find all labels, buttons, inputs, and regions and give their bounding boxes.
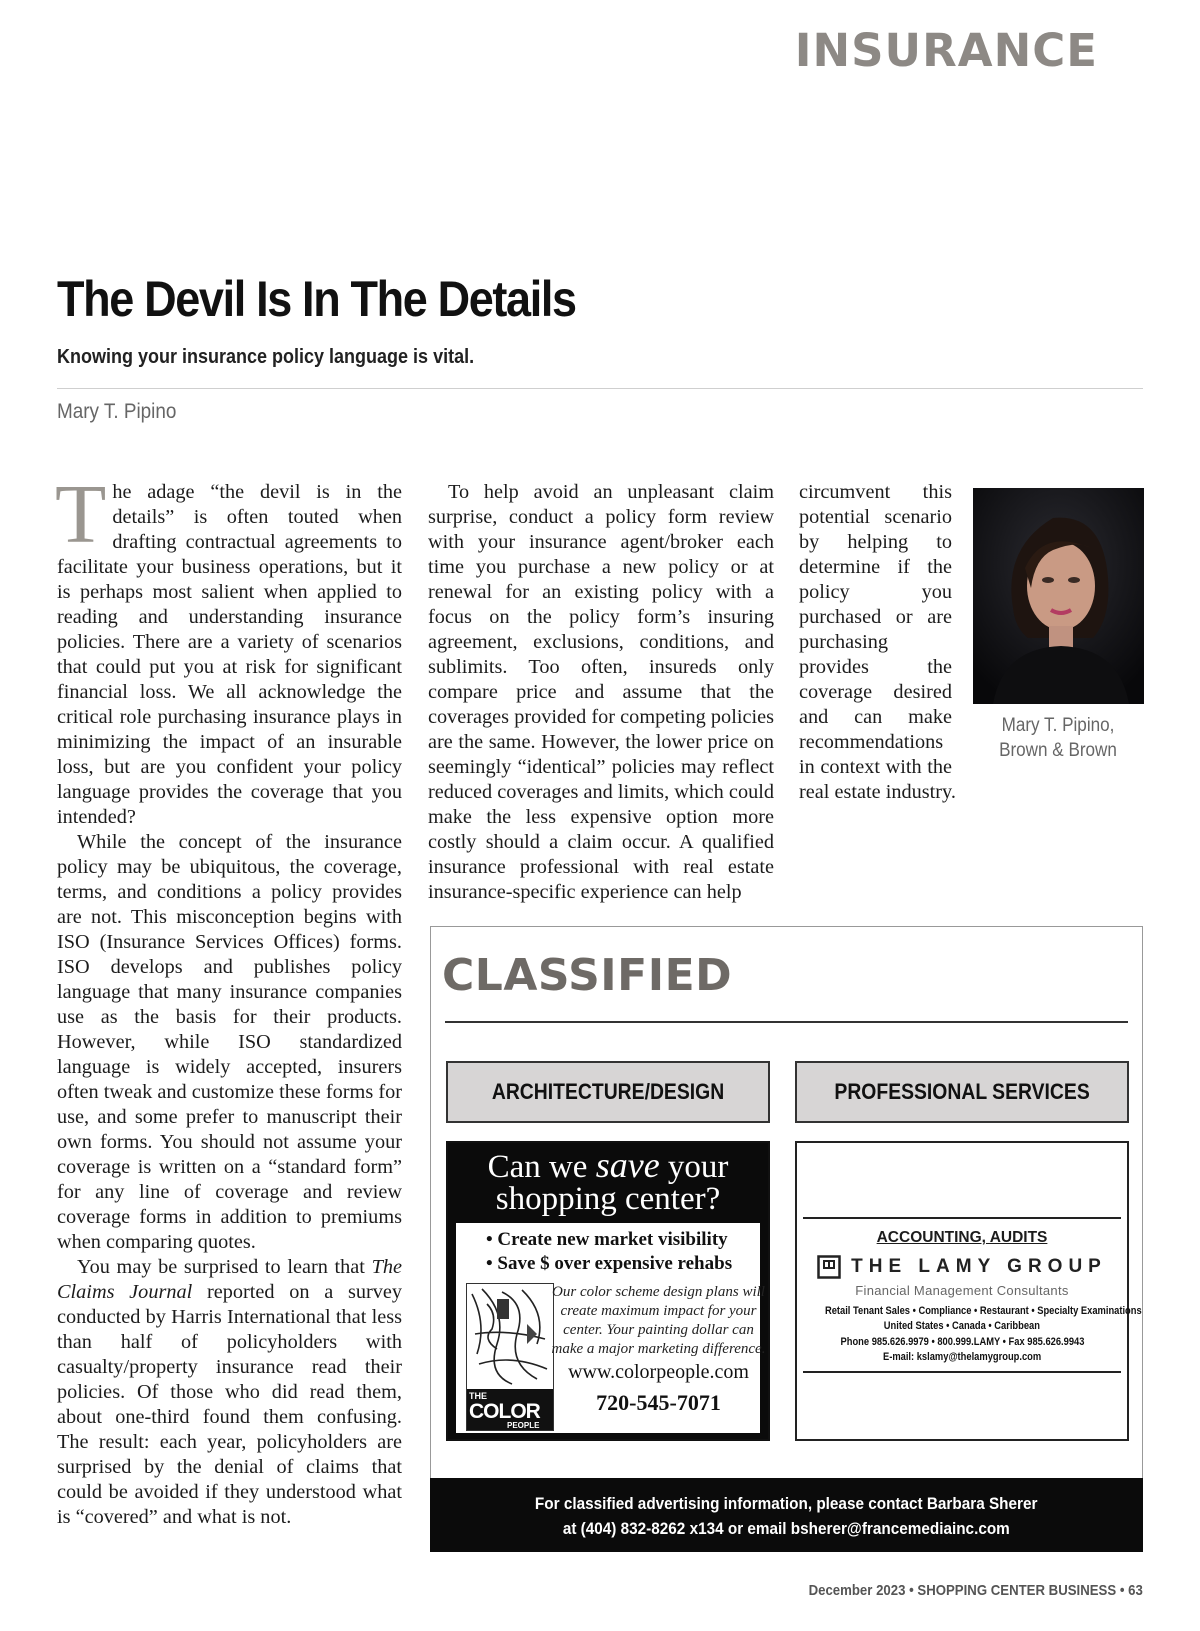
contact-line-2: at (404) 832-8262 x134 or email bsherer@francemediainc.com — [563, 1519, 1010, 1538]
ad-body — [456, 1223, 766, 1433]
classified-title: CLASSIFIED — [442, 950, 733, 1001]
ad-rule — [803, 1371, 1121, 1373]
classified-contact-bar — [430, 1478, 1143, 1552]
divider — [57, 388, 1143, 389]
ad-bullet: • Create new market visibility — [486, 1229, 728, 1250]
article-headline: The Devil Is In The Details — [57, 271, 576, 327]
ad-phone: Phone 985.626.9979 • 800.999.LAMY • Fax 985.626.9943 — [840, 1336, 1084, 1348]
paragraph-4: To help avoid an unpleasant claim surprise, conduct a policy form review with your insurance agent/broker each time you purchase a new policy or at renewal for an existing policy with a focus on the policy form’s insuring agreement, exclusions, conditions, and sublimits. Too often, insureds only compare price and assume that the coverages provided for competing policies are the same. However, the lower price on seemingly “identical” policies may reflect reduced coverages and limits, which could make the less expensive option more costly should a claim occur. A qualified insurance professional with real estate insurance-specific experience can help — [428, 481, 774, 903]
ad-category: ACCOUNTING, AUDITS — [876, 1229, 1048, 1246]
lamy-emblem-icon — [817, 1255, 841, 1279]
contact-line-1: For classified advertising information, please contact Barbara Sherer — [535, 1494, 1038, 1513]
category-professional-services: PROFESSIONAL SERVICES — [795, 1061, 1129, 1123]
paragraph-4-continued: circumvent this potential scenario by helping to determine if the policy you purchased or are purchasing provides the coverage desired and can make recommendations in context with the real estate industry. — [799, 481, 956, 803]
paragraph-1: he adage “the devil is in the details” is often touted when drafting contractual agreements to facilitate your business operations, but it is perhaps most salient when applied to reading and understanding insurance policies. There are a variety of scenarios that could put you at risk for significant financial loss. We all acknowledge the critical role purchasing insurance plays in minimizing the impact of an insurable loss, but are you confident your policy language provides the coverage that you intended? — [57, 481, 402, 828]
article-deck: Knowing your insurance policy language is vital. — [57, 346, 475, 368]
painting-sketch-image — [466, 1283, 554, 1431]
page-folio: December 2023 • SHOPPING CENTER BUSINESS • 63 — [808, 1582, 1143, 1599]
color-people-logo: THE COLOR PEOPLE — [467, 1389, 553, 1430]
ad-rule — [803, 1217, 1121, 1219]
classified-divider — [445, 1021, 1128, 1023]
ad-bullet: • Save $ over expensive rehabs — [486, 1253, 733, 1274]
color-people-ad[interactable] — [446, 1141, 770, 1441]
ad-description: Our color scheme design plans will create maximum impact for your center. Your painting dollar can make a major marketing difference. — [551, 1284, 766, 1357]
ad-email[interactable]: E-mail: kslamy@thelamygroup.com — [882, 1351, 1042, 1363]
byline: Mary T. Pipino — [57, 400, 177, 423]
ad-subtitle: Financial Management Consultants — [855, 1283, 1069, 1298]
article-column-1 — [55, 468, 403, 1530]
paragraph-2: While the concept of the insurance policy may be ubiquitous, the coverage, terms, and conditions a policy provides are not. This misconception begins with ISO (Insurance Services Offices) forms. ISO develops and publishes policy language that many insurance companies use as the basis for their products. However, while ISO standardized language is widely accepted, insurers often tweak and customize these forms for use, and some prefer to manuscript their own forms. You should not assume your coverage is written on a “standard form” for any line of coverage and review coverage forms in addition to premiums when comparing quotes. — [57, 831, 402, 1253]
ad-phone: 720-545-7071 — [596, 1390, 721, 1415]
ad-headline: Can we save your shopping center? — [487, 1145, 729, 1217]
section-label: INSURANCE — [794, 24, 1098, 77]
photo-caption: Mary T. Pipino, Brown & Brown — [999, 715, 1117, 761]
category-architecture-design: ARCHITECTURE/DESIGN — [446, 1061, 770, 1123]
author-photo — [973, 488, 1144, 704]
drop-cap: T — [55, 468, 107, 561]
lamy-group-ad[interactable] — [795, 1141, 1142, 1441]
ad-services: Retail Tenant Sales • Compliance • Restaurant • Specialty Examinations — [824, 1305, 1142, 1317]
paragraph-3: You may be surprised to learn that The Claims Journal reported on a survey conducted by Harris International that less than half of policyholders with casualty/property insurance read their policies. Of those who did read them, about one-third found them confusing. The result: each year, policyholders are surprised by the denial of claims that could be avoided if they understood what is “covered” and what is not. — [57, 1256, 403, 1528]
article-column-2 — [428, 480, 774, 905]
publication-title: The Claims Journal — [57, 1256, 402, 1303]
lamy-logo: THE LAMY GROUP — [797, 1255, 1127, 1279]
ad-regions: United States • Canada • Caribbean — [883, 1320, 1041, 1332]
ad-url[interactable]: www.colorpeople.com — [568, 1361, 749, 1383]
